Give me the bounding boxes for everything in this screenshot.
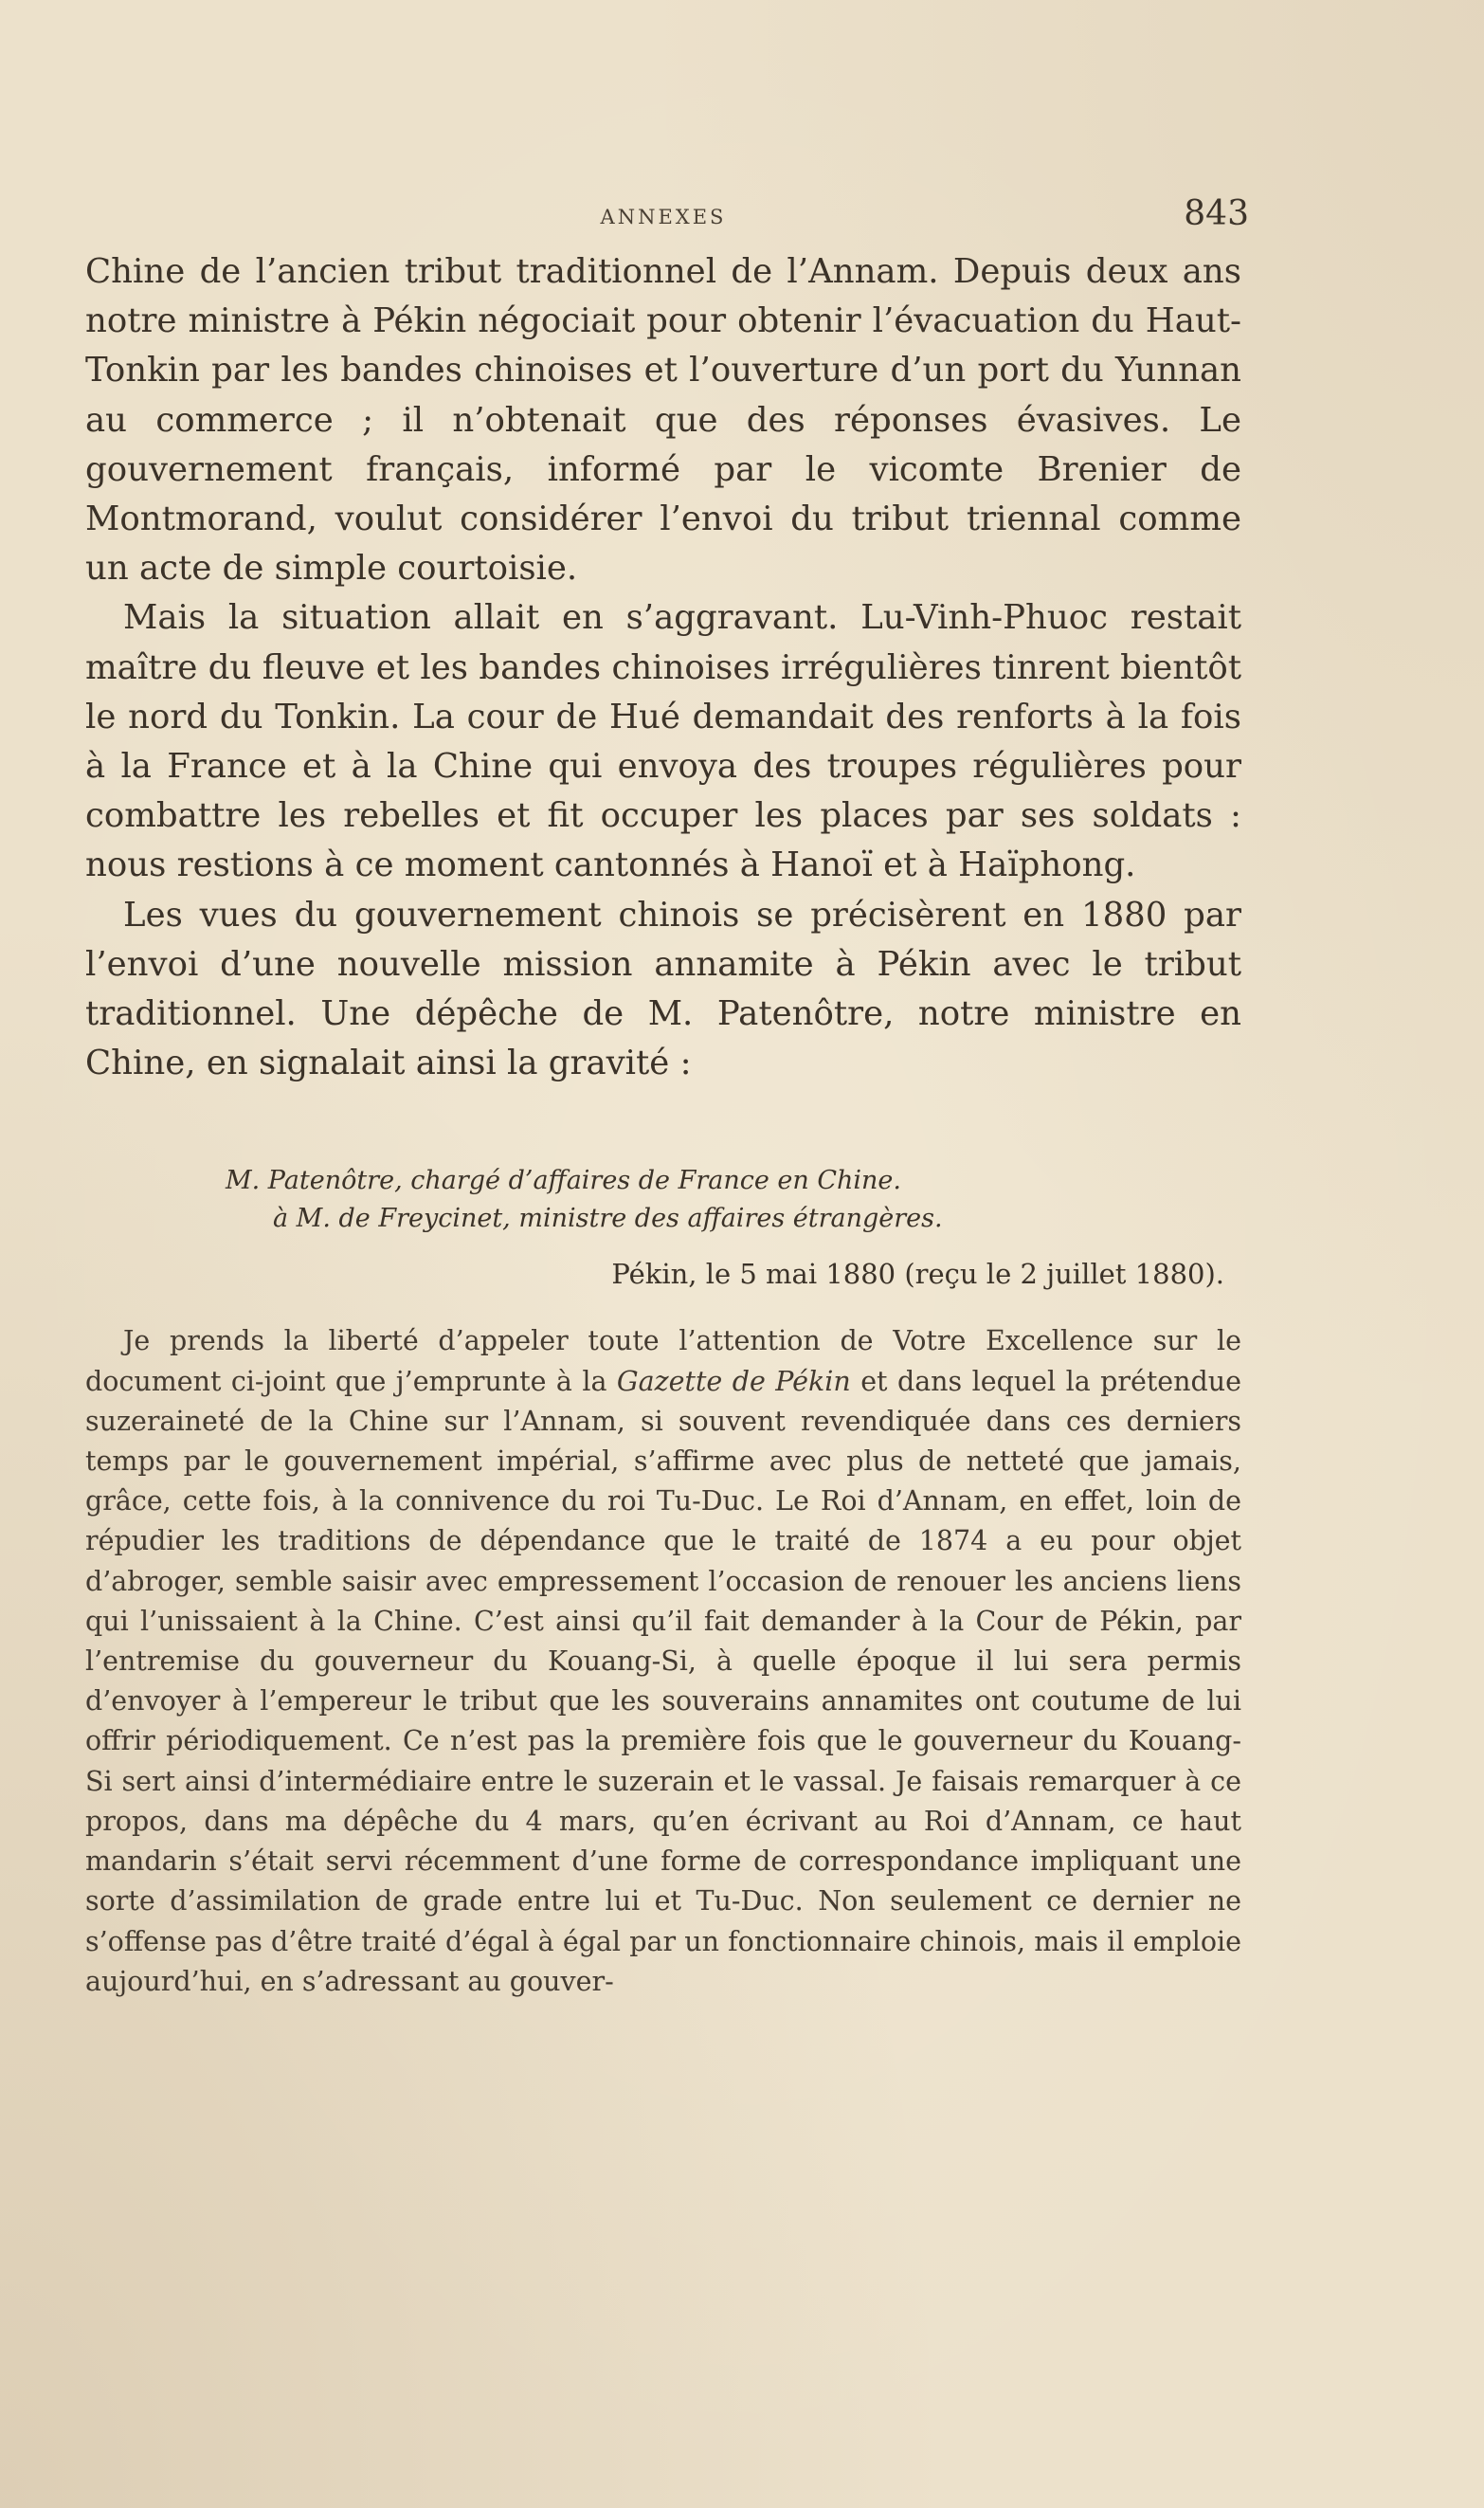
book-page [85, 194, 1249, 2002]
running-head [85, 194, 1249, 242]
running-title: ANNEXES [600, 206, 727, 228]
paragraph-continuation: Chine de l’ancien tribut traditionnel de l’Annam. Depuis deux ans notre ministre à Pékin négociait pour obtenir l’évacuation du Haut-Tonkin par les bandes chinoises et l’ouverture d’un port du Yunnan au commerce ; il n’obtenait que des réponses évasives. Le gouvernement français, informé par le vicomte Brenier de Montmorand, voulut considérer l’envoi du tribut triennal comme un acte de simple courtoisie. [85, 252, 1241, 589]
letter-text-start: Je prends la liberté d’appeler toute l’attention de Votre Excellence sur le document ci-joint que j’emprunte à la [85, 1325, 1241, 1397]
letter-header [85, 1162, 1241, 1238]
page-number: 843 [1184, 194, 1249, 233]
letter-body [85, 1321, 1241, 2001]
paragraph-mission-1880: Les vues du gouvernement chinois se précisèrent en 1880 par l’envoi d’une nouvelle mission annamite à Pékin avec le tribut traditionnel. Une dépêche de M. Patenôtre, notre ministre en Chine, en signalait ainsi la gravité : [85, 895, 1241, 1083]
body-text [85, 247, 1241, 1088]
paragraph-situation: Mais la situation allait en s’aggravant. Lu-Vinh-Phuoc restait maître du fleuve et les bandes chinoises irrégulières tinrent bientôt le nord du Tonkin. La cour de Hué demandait des renforts à la fois à la France et à la Chine qui envoya des troupes régulières pour combattre les rebelles et fit occuper les places par ses soldats : nous restions à ce moment cantonnés à Hanoï et à Haïphong. [85, 598, 1241, 885]
letter-sender: M. Patenôtre, chargé d’affaires de France en Chine. [226, 1166, 901, 1196]
gazette-title: Gazette de Pékin [616, 1365, 851, 1397]
letter-text-rest: et dans lequel la prétendue suzeraineté de la Chine sur l’Annam, si souvent revendiquée dans ces derniers temps par le gouvernement impérial, s’affirme avec plus de netteté que jamais, grâce, cette fois, à la connivence du roi Tu-Duc. Le Roi d’Annam, en effet, loin de répudier les traditions de dépendance que le traité de 1874 a eu pour objet d’abroger, semble saisir avec empressement l’occasion de renouer les anciens liens qui l’unissaient à la Chine. C’est ainsi qu’il fait demander à la Cour de Pékin, par l’entremise du gouverneur du Kouang-Si, à quelle époque il lui sera permis d’envoyer à l’empereur le tribut que les souverains annamites ont coutume de lui offrir périodiquement. Ce n’est pas la première fois que le gouverneur du Kouang-Si sert ainsi d’intermédiaire entre le suzerain et le vassal. Je faisais remarquer à ce propos, dans ma dépêche du 4 mars, qu’en écrivant au Roi d’Annam, ce haut mandarin s’était servi récemment d’une forme de correspondance impliquant une sorte d’assimilation de grade entre lui et Tu-Duc. Non seulement ce dernier ne s’offense pas d’être traité d’égal à égal par un fonctionnaire chinois, mais il emploie aujourd’hui, en s’adressant au gouver- [85, 1365, 1241, 1997]
letter-recipient: à M. de Freycinet, ministre des affaires étrangères. [273, 1204, 943, 1234]
letter-paragraph [85, 1321, 1241, 2001]
letter-dateline: Pékin, le 5 mai 1880 (reçu le 2 juillet 1880). [611, 1258, 1224, 1291]
